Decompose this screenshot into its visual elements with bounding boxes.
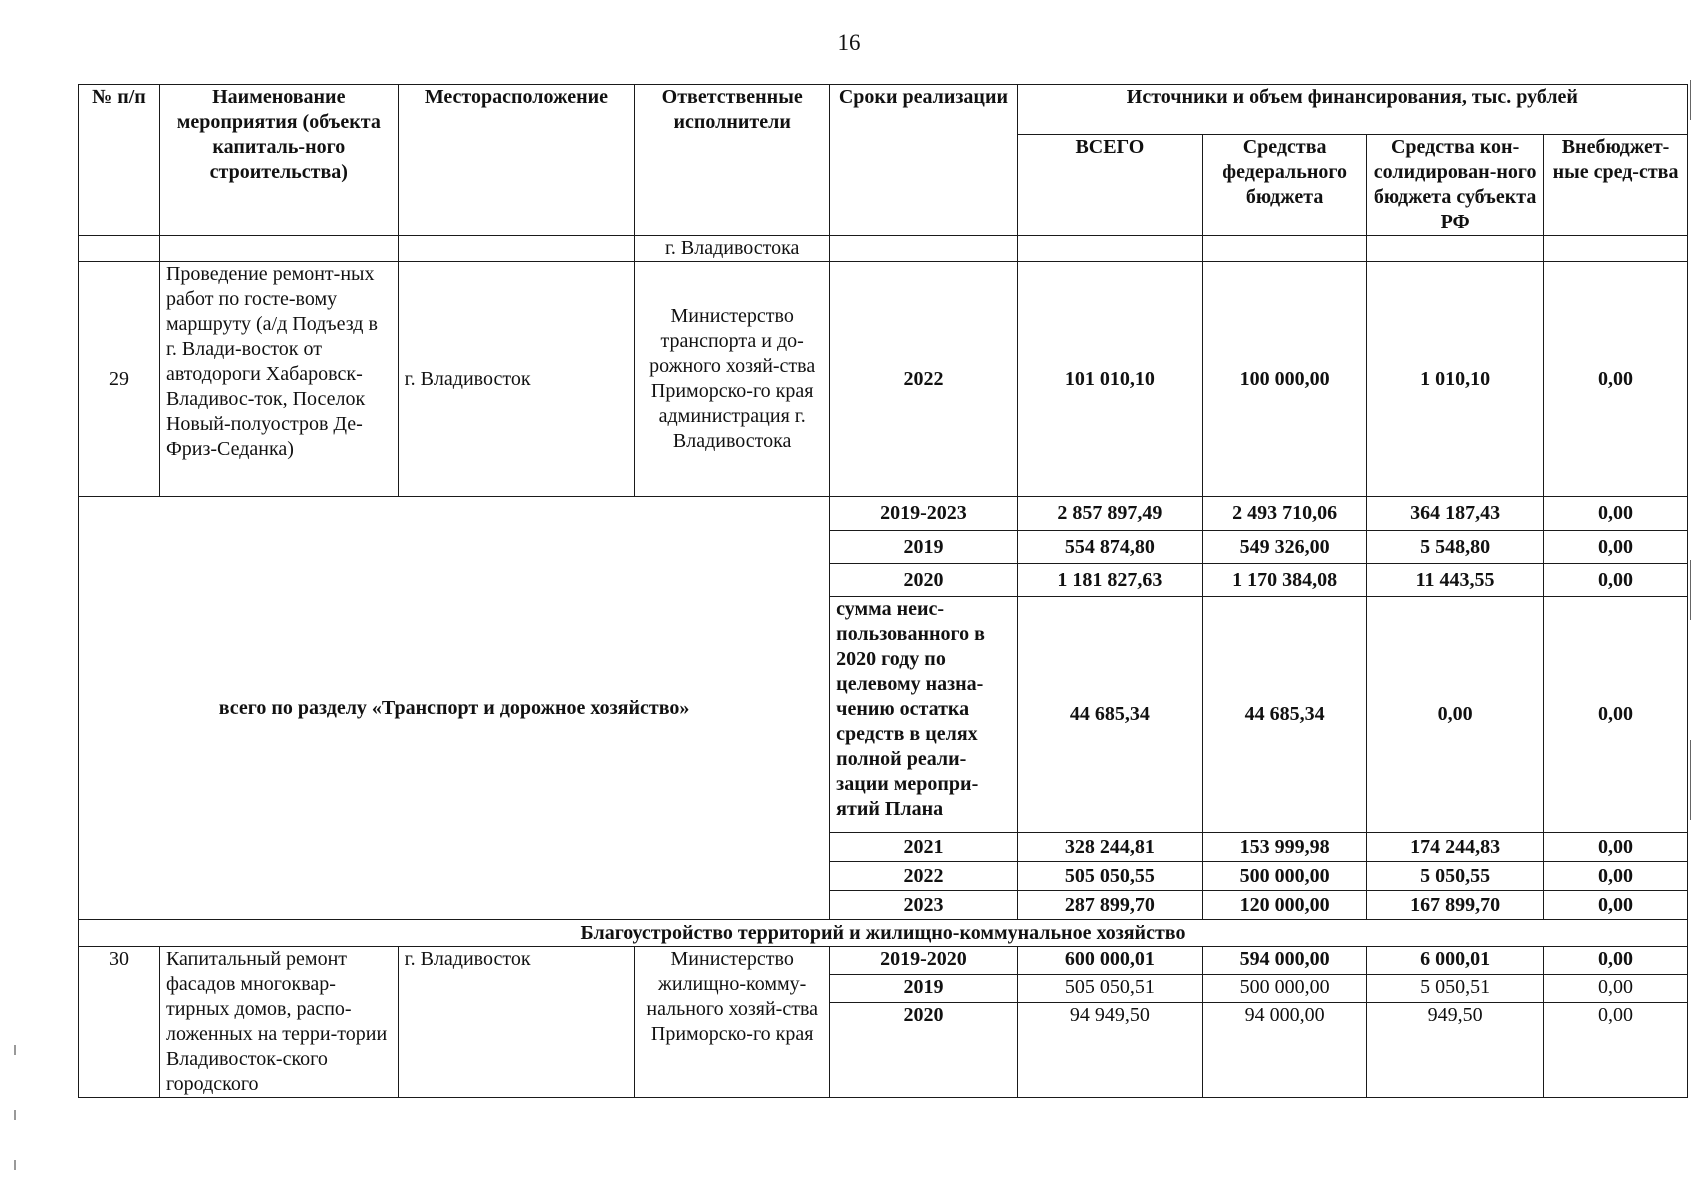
section-total-total: 44 685,34	[1017, 597, 1202, 833]
section-total-federal: 1 170 384,08	[1203, 564, 1367, 597]
section-heading: Благоустройство территорий и жилищно-коммунальное хозяйство	[79, 920, 1688, 947]
section-total-federal: 2 493 710,06	[1203, 497, 1367, 531]
section-total-row	[79, 497, 1688, 531]
row30-responsible: Министерство жилищно-комму-нального хозяй-ства Приморско-го края	[635, 947, 830, 1098]
row29-extrabudget: 0,00	[1544, 262, 1688, 497]
row29-federal: 100 000,00	[1203, 262, 1367, 497]
row30-extrabudget: 0,00	[1544, 947, 1688, 975]
scan-edge-mark	[14, 1110, 16, 1120]
scan-edge-line	[1690, 740, 1691, 820]
row30-period: 2020	[830, 1003, 1018, 1098]
section-total-extrabudget: 0,00	[1544, 862, 1688, 891]
section-total-federal: 120 000,00	[1203, 891, 1367, 920]
section-total-extrabudget: 0,00	[1544, 497, 1688, 531]
section-total-total: 554 874,80	[1017, 531, 1202, 564]
continuation-responsible: г. Владивостока	[635, 236, 830, 262]
section-total-extrabudget: 0,00	[1544, 531, 1688, 564]
row30-period: 2019	[830, 975, 1018, 1003]
table-row-30	[79, 947, 1688, 975]
section-total-federal: 500 000,00	[1203, 862, 1367, 891]
section-total-period: 2020	[830, 564, 1018, 597]
header-extrabudget: Внебюджет-ные сред-ства	[1544, 135, 1688, 236]
header-location: Месторасположение	[398, 85, 635, 236]
row30-federal: 500 000,00	[1203, 975, 1367, 1003]
row29-period: 2022	[830, 262, 1018, 497]
section-total-regional: 167 899,70	[1367, 891, 1544, 920]
section-total-regional: 0,00	[1367, 597, 1544, 833]
section-total-regional: 364 187,43	[1367, 497, 1544, 531]
row29-total: 101 010,10	[1017, 262, 1202, 497]
section-total-period: сумма неис-пользованного в 2020 году по целевому назна-чению остатка средств в целях полной реали-зации меропри-ятий Плана	[830, 597, 1018, 833]
row30-regional: 6 000,01	[1367, 947, 1544, 975]
header-regional: Средства кон-солидирован-ного бюджета субъекта РФ	[1367, 135, 1544, 236]
header-funding: Источники и объем финансирования, тыс. рублей	[1017, 85, 1687, 135]
header-name: Наименование мероприятия (объекта капиталь-ного строительства)	[159, 85, 398, 236]
row30-period: 2019-2020	[830, 947, 1018, 975]
section-total-regional: 5 050,55	[1367, 862, 1544, 891]
section-total-total: 328 244,81	[1017, 833, 1202, 862]
section-total-federal: 549 326,00	[1203, 531, 1367, 564]
section-total-total: 287 899,70	[1017, 891, 1202, 920]
section-total-extrabudget: 0,00	[1544, 833, 1688, 862]
scan-edge-line	[1690, 560, 1691, 620]
row30-federal: 94 000,00	[1203, 1003, 1367, 1098]
header-responsible: Ответственные исполнители	[635, 85, 830, 236]
row29-regional: 1 010,10	[1367, 262, 1544, 497]
header-num: № п/п	[79, 85, 160, 236]
row30-location: г. Владивосток	[398, 947, 635, 1098]
table-row-29	[79, 262, 1688, 497]
header-period: Сроки реализации	[830, 85, 1018, 236]
row30-num: 30	[79, 947, 160, 1098]
section-total-extrabudget: 0,00	[1544, 564, 1688, 597]
row29-name: Проведение ремонт-ных работ по госте-вому маршруту (а/д Подъезд в г. Влади-восток от автодороги Хабаровск-Владивос-ток, Поселок Новый-полуостров Де-Фриз-Седанка)	[159, 262, 398, 497]
header-row-1	[79, 85, 1688, 135]
section-total-regional: 174 244,83	[1367, 833, 1544, 862]
row29-location: г. Владивосток	[398, 262, 635, 497]
section-total-total: 1 181 827,63	[1017, 564, 1202, 597]
section-heading-row	[79, 920, 1688, 947]
section-total-label: всего по разделу «Транспорт и дорожное хозяйство»	[79, 497, 830, 920]
section-total-federal: 153 999,98	[1203, 833, 1367, 862]
section-total-period: 2019-2023	[830, 497, 1018, 531]
section-total-regional: 11 443,55	[1367, 564, 1544, 597]
section-total-total: 505 050,55	[1017, 862, 1202, 891]
continuation-row	[79, 236, 1688, 262]
row29-num: 29	[79, 262, 160, 497]
scan-edge-mark	[14, 1160, 16, 1170]
funding-table	[78, 84, 1688, 1098]
section-total-period: 2022	[830, 862, 1018, 891]
row30-regional: 5 050,51	[1367, 975, 1544, 1003]
row30-total: 94 949,50	[1017, 1003, 1202, 1098]
section-total-federal: 44 685,34	[1203, 597, 1367, 833]
section-total-extrabudget: 0,00	[1544, 891, 1688, 920]
section-total-period: 2021	[830, 833, 1018, 862]
scan-edge-mark	[14, 1045, 16, 1055]
section-total-extrabudget: 0,00	[1544, 597, 1688, 833]
row30-extrabudget: 0,00	[1544, 975, 1688, 1003]
row30-total: 600 000,01	[1017, 947, 1202, 975]
row29-responsible: Министерство транспорта и до-рожного хозяй-ства Приморско-го края администрация г. Владивостока	[635, 262, 830, 497]
row30-name: Капитальный ремонт фасадов многоквар-тирных домов, распо-ложенных на терри-тории Владивосток-ского городского	[159, 947, 398, 1098]
row30-regional: 949,50	[1367, 1003, 1544, 1098]
page-number: 16	[837, 30, 861, 55]
section-total-period: 2019	[830, 531, 1018, 564]
row30-total: 505 050,51	[1017, 975, 1202, 1003]
header-federal: Средства федерального бюджета	[1203, 135, 1367, 236]
row30-federal: 594 000,00	[1203, 947, 1367, 975]
section-total-total: 2 857 897,49	[1017, 497, 1202, 531]
row30-extrabudget: 0,00	[1544, 1003, 1688, 1098]
scan-edge-line	[1690, 80, 1691, 120]
section-total-regional: 5 548,80	[1367, 531, 1544, 564]
header-total: ВСЕГО	[1017, 135, 1202, 236]
section-total-period: 2023	[830, 891, 1018, 920]
